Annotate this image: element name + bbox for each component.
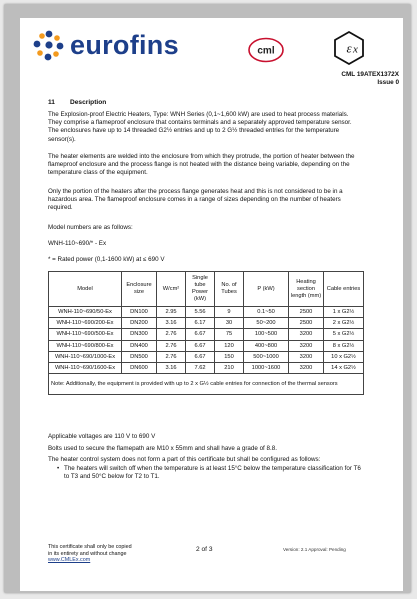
table-cell: 1000~1600 bbox=[244, 362, 289, 373]
footer-website-link[interactable]: www.CMLEx.com bbox=[48, 557, 91, 564]
table-note-row bbox=[49, 374, 364, 395]
table-cell: 2500 bbox=[289, 318, 324, 329]
table-row bbox=[49, 340, 364, 351]
table-cell: 0.1~50 bbox=[244, 307, 289, 318]
table-cell: 8 x G2½ bbox=[324, 340, 364, 351]
column-header: Enclosure size bbox=[122, 272, 157, 307]
column-header: No. of Tubes bbox=[215, 272, 244, 307]
table-cell: 500~1000 bbox=[244, 351, 289, 362]
table-cell: 120 bbox=[215, 340, 244, 351]
table-cell: 6.67 bbox=[186, 329, 215, 340]
bullet-icon: • bbox=[57, 465, 60, 472]
table-cell: DN200 bbox=[122, 318, 157, 329]
control-system-intro: The heater control system does not form a part of this certificate but shall be configured as follows: bbox=[48, 456, 321, 463]
table-cell: 3.16 bbox=[157, 318, 186, 329]
table-cell: 150 bbox=[215, 351, 244, 362]
model-specification-table bbox=[48, 271, 364, 395]
table-cell: 2.76 bbox=[157, 329, 186, 340]
page-number: 2 of 3 bbox=[196, 546, 213, 553]
footer-line-2: in its entirety and without change bbox=[48, 550, 127, 557]
table-cell: WNH-110~690/50-Ex bbox=[49, 307, 122, 318]
applicable-voltages: Applicable voltages are 110 V to 690 V bbox=[48, 433, 156, 440]
table-cell: 2 x G2½ bbox=[324, 318, 364, 329]
table-cell: 9 bbox=[215, 307, 244, 318]
table-cell: 5.56 bbox=[186, 307, 215, 318]
table-cell: 30 bbox=[215, 318, 244, 329]
control-bullet-item bbox=[57, 465, 364, 481]
table-cell: 3200 bbox=[289, 329, 324, 340]
table-cell: DN300 bbox=[122, 329, 157, 340]
table-row bbox=[49, 362, 364, 373]
table-cell: 2.76 bbox=[157, 340, 186, 351]
bolt-specification: Bolts used to secure the flamepath are M10 x 55mm and shall have a grade of 8.8. bbox=[48, 445, 277, 452]
certificate-issue: Issue 0 bbox=[377, 79, 399, 86]
table-cell: 3200 bbox=[289, 351, 324, 362]
column-header: Heating section length (mm) bbox=[289, 272, 324, 307]
table-cell: WNH-110~690/500-Ex bbox=[49, 329, 122, 340]
table-cell: 210 bbox=[215, 362, 244, 373]
column-header: Single tube Power (kW) bbox=[186, 272, 215, 307]
paragraph-heater-elements: The heater elements are welded into the enclosure from which they protrude, the portion of heater between the flameproof enclosure and the process flange is not heated with the distance being variable, depending on the temperature class of the equipment. bbox=[48, 153, 355, 177]
paragraph-model-code: WNH-110~690/* - Ex bbox=[48, 240, 107, 247]
table-row bbox=[49, 329, 364, 340]
table-cell: DN600 bbox=[122, 362, 157, 373]
table-cell: DN400 bbox=[122, 340, 157, 351]
table-row bbox=[49, 307, 364, 318]
table-cell: WNH-110~690/800-Ex bbox=[49, 340, 122, 351]
column-header: P (kW) bbox=[244, 272, 289, 307]
table-cell: 75 bbox=[215, 329, 244, 340]
table-cell: 2.76 bbox=[157, 351, 186, 362]
table-cell: 1 x G2½ bbox=[324, 307, 364, 318]
table-row bbox=[49, 318, 364, 329]
table-cell: 6.67 bbox=[186, 351, 215, 362]
table-cell: DN500 bbox=[122, 351, 157, 362]
table-cell: 50~200 bbox=[244, 318, 289, 329]
cml-logo-text: cml bbox=[257, 45, 275, 57]
table-cell: 3.16 bbox=[157, 362, 186, 373]
footer-copy-notice bbox=[48, 544, 132, 564]
table-cell: 6.17 bbox=[186, 318, 215, 329]
control-bullet-text: The heaters will switch off when the temperature is at least 15°C below the temperature classification for T6 to T3 and 50°C below for T2 to T1. bbox=[64, 465, 361, 480]
eurofins-logo-icon bbox=[33, 29, 65, 61]
table-cell: WNH-110~690/1600-Ex bbox=[49, 362, 122, 373]
paragraph-model-intro: Model numbers are as follows: bbox=[48, 224, 133, 231]
table-cell: 3200 bbox=[289, 362, 324, 373]
paragraph-rated-power: * = Rated power (0,1-1600 kW) at ≤ 690 V bbox=[48, 256, 165, 263]
column-header: W/cm² bbox=[157, 272, 186, 307]
table-cell: 100~500 bbox=[244, 329, 289, 340]
document-version: Version: 2.1 Approval: Pending bbox=[283, 547, 346, 552]
table-cell: 2.95 bbox=[157, 307, 186, 318]
ex-atex-icon bbox=[331, 30, 367, 66]
section-title: Description bbox=[70, 99, 107, 106]
table-cell: WNH-110~690/200-Ex bbox=[49, 318, 122, 329]
column-header: Cable entries bbox=[324, 272, 364, 307]
table-cell: 2500 bbox=[289, 307, 324, 318]
svg-text:ε: ε bbox=[346, 40, 352, 56]
table-cell: 6.67 bbox=[186, 340, 215, 351]
table-cell: 7.62 bbox=[186, 362, 215, 373]
paragraph-intro: The Explosion-proof Electric Heaters, Type: WNH Series (0,1~1,600 kW) are used to heat process materials. They comprise a flameproof enclosure that contains terminals and a separately approved temperature sensor. The enclosures have up to 14 threaded G2½ entries and up to 2 G½ threaded entries for the temperature sensor(s). bbox=[48, 111, 352, 143]
table-cell: WNH-110~690/1000-Ex bbox=[49, 351, 122, 362]
certificate-number bbox=[341, 71, 399, 87]
certificate-id: CML 19ATEX1372X bbox=[341, 71, 399, 78]
table-cell: 3200 bbox=[289, 340, 324, 351]
table-cell: 400~800 bbox=[244, 340, 289, 351]
section-heading bbox=[48, 99, 106, 106]
column-header: Model bbox=[49, 272, 122, 307]
brand-name: eurofins bbox=[70, 30, 179, 60]
paragraph-process-flange: Only the portion of the heaters after the process flange generates heat and this is not considered to be in a hazardous area. The flameproof enclosure comes in a range of sizes depending on the number of heaters required. bbox=[48, 188, 343, 212]
table-cell: 14 x G2½ bbox=[324, 362, 364, 373]
section-number: 11 bbox=[48, 99, 55, 106]
table-cell: DN100 bbox=[122, 307, 157, 318]
table-row bbox=[49, 351, 364, 362]
table-cell: 5 x G2½ bbox=[324, 329, 364, 340]
table-note: Note: Additionally, the equipment is provided with up to 2 x G½ cable entries for connection of the thermal sensors bbox=[49, 374, 364, 395]
footer-line-1: This certificate shall only be copied bbox=[48, 544, 132, 550]
svg-text:x: x bbox=[353, 43, 358, 56]
cml-logo-icon bbox=[247, 37, 285, 63]
table-cell: 10 x G2½ bbox=[324, 351, 364, 362]
table-header-row bbox=[49, 272, 364, 307]
